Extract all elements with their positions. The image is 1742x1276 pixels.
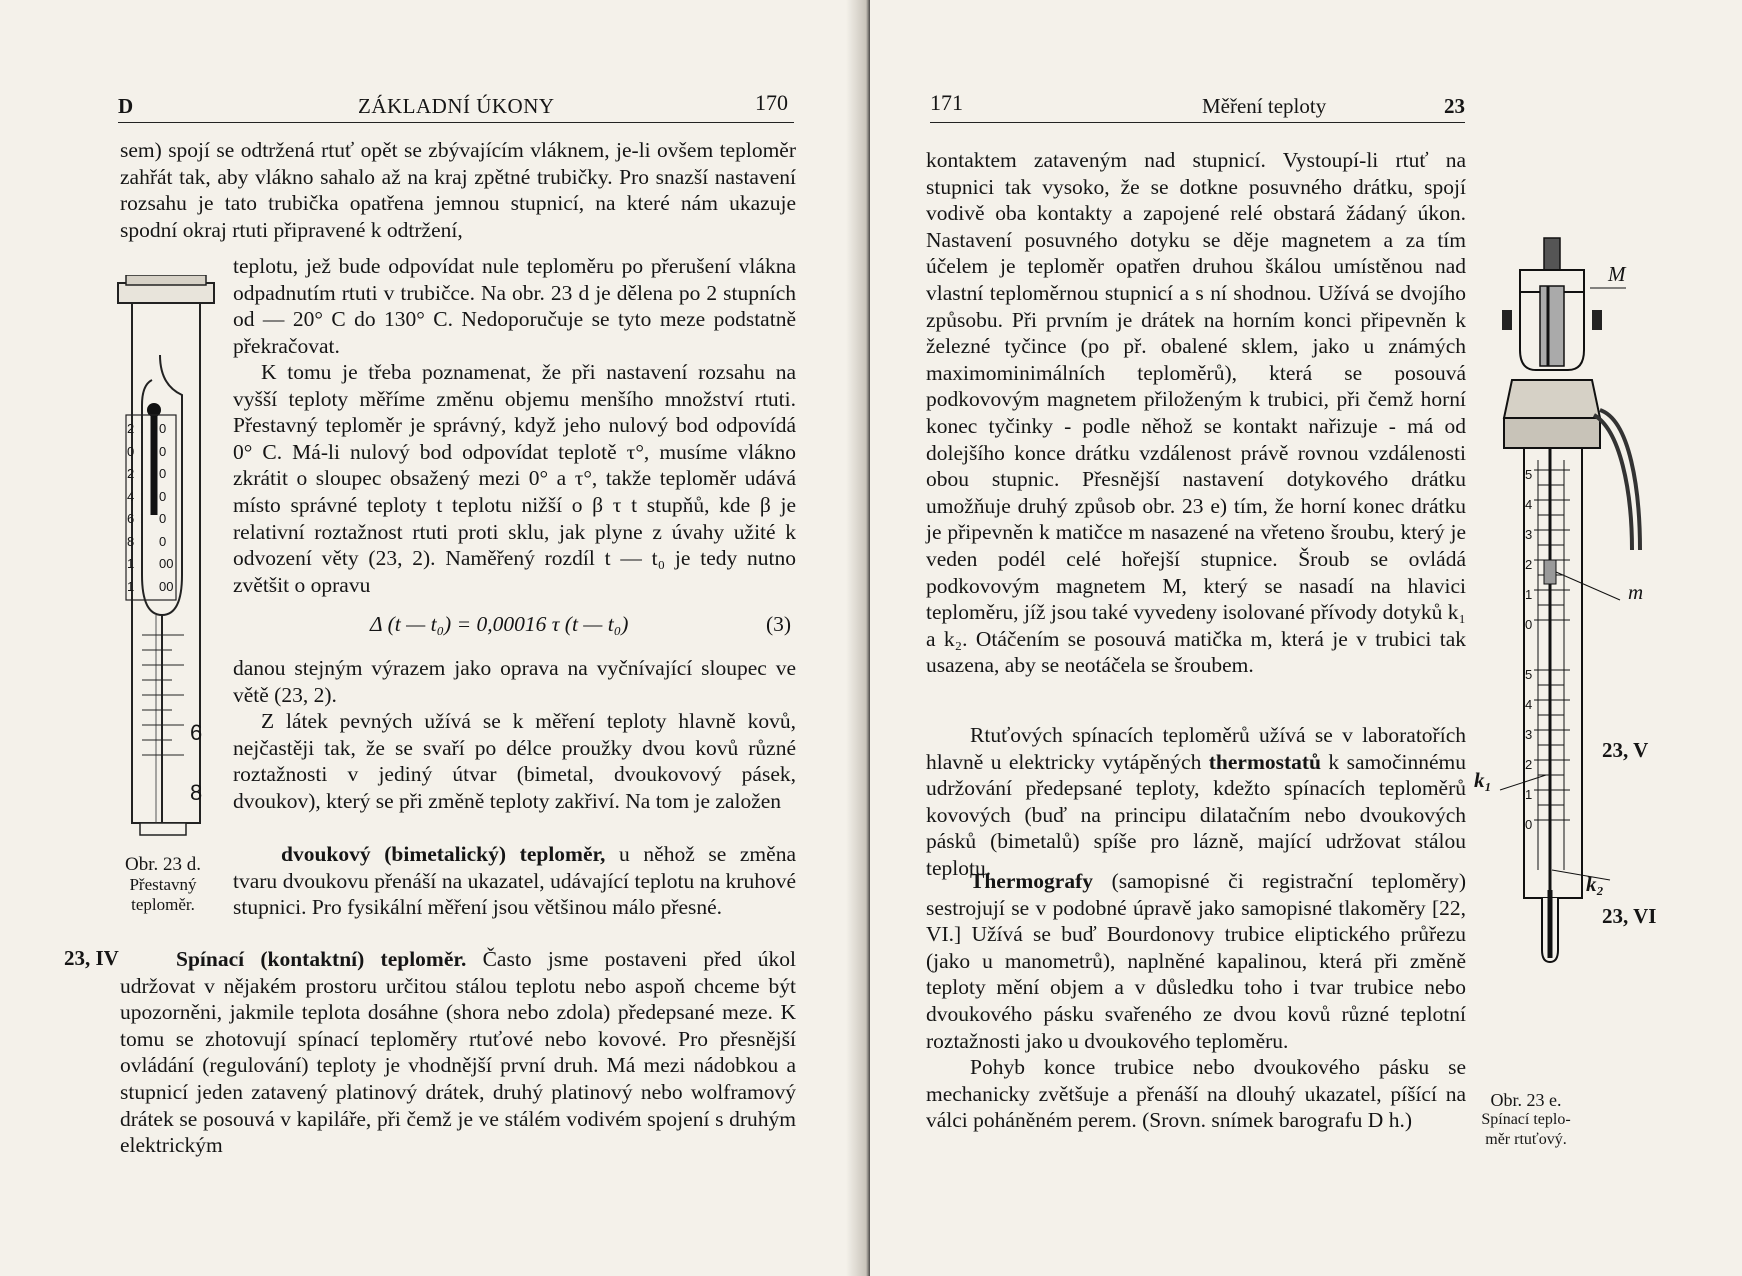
column-text-4: Z látek pevných užívá se k měření teploty hlavně kovů, nejčastěji tak, že se svaří po délce proužky dvou kovů různé roztažnosti v jediný útvar (bimetal, dvoukovový pásek, dvoukov), který se při změně teploty zakřiví. Na tom je založen — [233, 709, 796, 813]
figure-23d-scale-right: 0 0 0 0 0 0 00 00 — [159, 421, 174, 594]
margin-ref-23-v: 23, V — [1602, 738, 1649, 762]
figure-label-m: m — [1628, 580, 1644, 604]
page-number: 170 — [755, 90, 788, 115]
column-text-3: Thermografy (samopisné či registrační teploměry) sestrojují se v podobné úpravě jako samopisné tlakoměry [22, VI.] Užívá se buď Bourdonovy trubice eliptického průřezu (jako u manometrů), naplněné kapalinou, která při změně teploty mění objem a v důsledku toho i tvar trubice nebo dvoukového pásku svařeného ze dvou kovů různé teplotní roztažnosti jako u dvoukového teploměru. — [926, 869, 1466, 1053]
figure-23e-scale-lower: 5 4 3 2 1 0 — [1525, 667, 1533, 832]
figure-23d-scale-left: 2 0 2 4 6 8 1 1 — [127, 421, 135, 594]
column-text-2: K tomu je třeba poznamenat, že při nastavení rozsahu na vyšší teploty měříme změnu objemu menšího množství rtuti. Přestavný teploměr je správný, když jeho nulový bod odpovídá 0° C. Má-li nulový bod odpovídat teplotě τ°, musíme vlákno zkrátit o sloupec obsažený mezi 0° a τ°, takže teploměr udává místo správné teploty t teplotu nižší o β τ t stupňů, kde β je relativní roztažnost rtuti proti sklu, jak plyne z úvahy užité k odvození věty (23, 2). Naměřený rozdíl t — t₀ je tedy nutno zvětšit o opravu — [233, 360, 796, 597]
running-title: Měření teploty — [1202, 94, 1327, 118]
intro-paragraph: sem) spojí se odtržená rtuť opět se zbývajícím vláknem, je-li ovšem teploměr zahřát tak, aby vlákno sahalo až na kraj zpětné trubičky. Pro snazší nastavení rozsahu je tato trubička opatřena jemnou stupnicí, na které nám ukazuje spodní okraj rtuti připravené k odtržení, — [120, 138, 796, 242]
figure-label-k1: k₁ — [1474, 768, 1492, 792]
column-text-1: teplotu, jež bude odpovídat nule teploměru po přerušení vlákna odpadnutím rtuti v trubičce. Na obr. 23 d je dělena po 2 stupních od — 20° C do 130° C. Nedoporučuje se tyto meze podstatně překračovat. — [233, 254, 796, 358]
figure-label-k2: k₂ — [1586, 872, 1604, 896]
right-running-header — [930, 88, 1465, 123]
margin-ref-23-iv: 23, IV — [64, 946, 119, 970]
figure-23d-label-8: 8 — [190, 780, 203, 805]
running-title: ZÁKLADNÍ ÚKONY — [358, 94, 555, 118]
left-running-header — [118, 88, 794, 123]
section-letter: D — [118, 94, 134, 118]
column-text-5: dvoukový (bimetalický) teploměr, u něhož se změna tvaru dvoukovu přenáší na ukazatel, udávající teplotu na kruhové stupnici. Pro fysikální měření jsou většinou málo přesné. — [233, 842, 796, 920]
margin-ref-23-vi: 23, VI — [1602, 904, 1657, 928]
page-number: 171 — [930, 90, 963, 115]
figure-23e-caption: Obr. 23 e. Spínací teplo- měr rtuťový. — [1481, 1090, 1571, 1148]
equation: Δ (t — t₀) = 0,00016 τ (t — t₀) — [370, 612, 629, 636]
column-text-1: kontaktem zataveným nad stupnicí. Vystoupí-li rtuť na stupnici tak vysoko, že se dotkne posuvného drátku, spojí vodivě oba kontakty a zapojené relé obstará žádaný úkon. Nastavení posuvného dotyku se děje magnetem a za tím účelem je teploměr opatřen druhou škálou umístěnou nad vlastní teploměrnou stupnicí a s ní shodnou. Užívá se dvojího způsobu. Při prvním je drátek na horním konci připevněn k železné tyčince (po př. obalené sklem, jako u známých maximominimálních teploměrů), která se posouvá podkovovým magnetem přiloženým k trubici, při čemž horní konec tyčinky - podle něhož se kontakt nařizuje - má od dolejšího konce drátku vzdálenost právě rovnou vzdálenosti obou stupnic. Přesnější nastavení dotykového drátku umožňuje druhý způsob obr. 23 e) tím, že horní konec drátku je připevněn k matičce m nasazené na vřeteno šroubu, který je veden podél celé hořejší stupnice. Šroub se ovládá podkovovým magnetem M, který se nasadí na hlavici teploměru, jíž jsou také vyvedeny isolované přívody dotyků k₁ a k₂. Otáčením se posouvá matička m, která je v trubici tak usazena, aby se neotáčela se šroubem. — [926, 148, 1466, 678]
figure-label-M: M — [1608, 262, 1626, 286]
figure-23e-scale-upper: 5 4 3 2 1 0 — [1525, 467, 1533, 632]
figure-23d-caption: Obr. 23 d. Přestavný teploměr. — [125, 854, 201, 914]
left-page — [0, 0, 866, 1276]
section-number: 23 — [1444, 94, 1465, 118]
column-text-4: Pohyb konce trubice nebo dvoukového pásku se mechanicky zvětšuje a přenáší na dlouhý ukazatel, píšící na válci poháněném perem. (Srovn. snímek barografu D h.) — [926, 1055, 1466, 1133]
column-text-2: Rtuťových spínacích teploměrů užívá se v laboratořích hlavně u elektricky vytápěných thermostatů k samočinnému udržování předepsané teploty, kdežto spínacích teploměrů kovových (buď na principu dilatačním nebo dvoukových pásků (bimetalů) spíše pro lázně, mající udržovat stálou teplotu. — [926, 723, 1466, 880]
figure-23d-label-6: 6 — [190, 720, 203, 745]
column-text-3: danou stejným výrazem jako oprava na vyčnívající sloupec ve větě (23, 2). — [233, 656, 796, 707]
section-spinaci-teplomer: Spínací (kontaktní) teploměr. Často jsme postaveni před úkol udržovat v nějakém prostoru určitou stálou teplotu nebo aspoň chceme být upozorněni, jakmile teplota dosáhne (shora nebo zdola) předepsané meze. K tomu se zhotovují spínací teploměry rtuťové nebo kovové. Pro přesnější ovládání (regulování) teploty je vhodnější první druh. Má mezi nádobkou a stupnicí jeden zatavený platinový drátek, druhý platinový nebo wolframový drátek se posouvá v kapiláře, při čemž je ve stálém vodivém spojení s druhým elektrickým — [120, 947, 796, 1158]
right-page — [870, 0, 1742, 1276]
equation-number: (3) — [766, 612, 792, 636]
